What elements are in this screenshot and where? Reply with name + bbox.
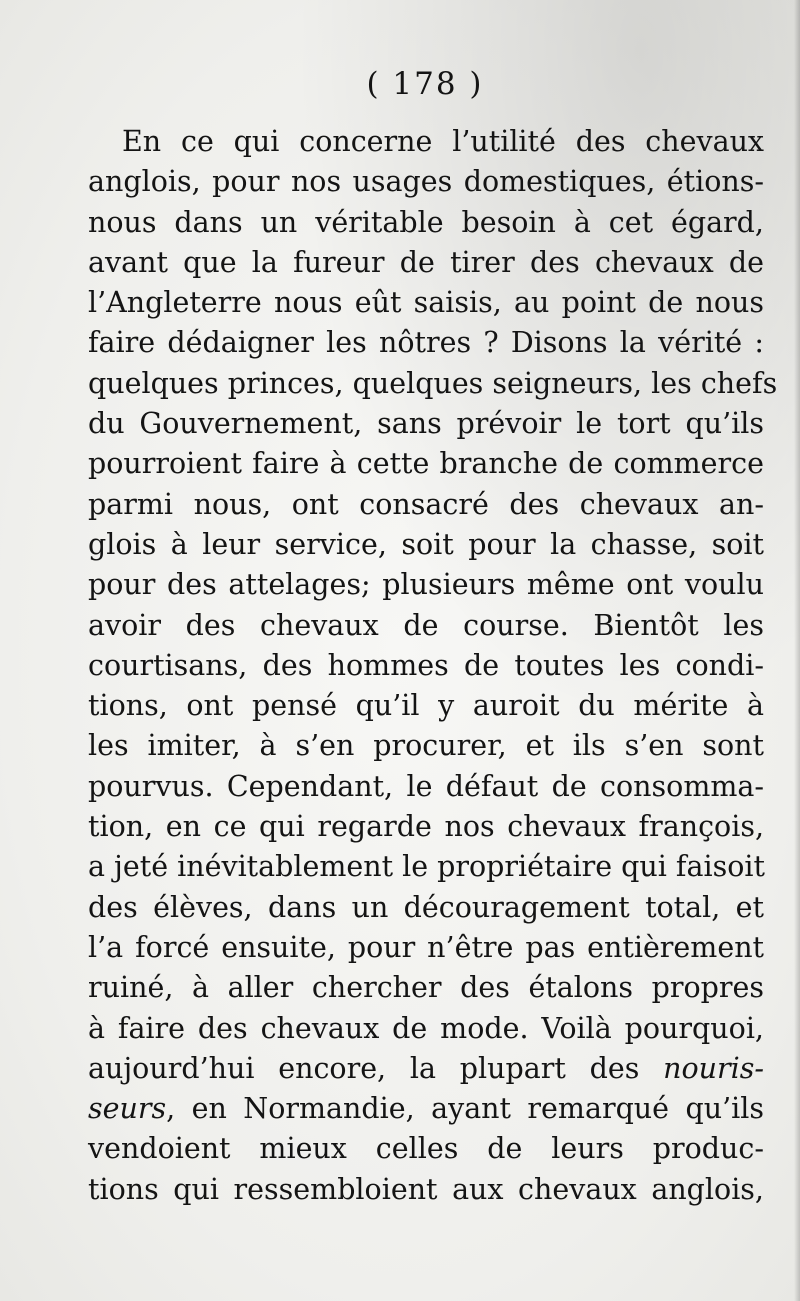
text-line: avoir des chevaux de course. Bientôt les xyxy=(88,608,764,642)
text-line: pourvus. Cependant, le défaut de consomma- xyxy=(88,769,764,803)
text-line: avant que la fureur de tirer des chevaux de xyxy=(88,245,764,279)
italic-word: nouris- xyxy=(663,1051,764,1085)
text-line: courtisans, des hommes de toutes les condi- xyxy=(88,648,764,682)
text-line: pour des attelages; plusieurs même ont voulu xyxy=(88,568,764,602)
text-line: quelques princes, quelques seigneurs, les chefs xyxy=(88,366,778,400)
text-line: En ce qui concerne l’utilité des chevaux xyxy=(122,125,764,158)
text-line: a jeté inévitablement le propriétaire qui faisoit xyxy=(88,850,765,884)
text-line: tion, en ce qui regarde nos chevaux françois, xyxy=(88,810,764,844)
text-line: les imiter, à s’en procurer, et ils s’en sont xyxy=(88,729,764,763)
text-line: du Gouvernement, sans prévoir le tort qu’ils xyxy=(88,407,764,441)
text-line-with-italic xyxy=(88,1089,764,1129)
text-line: l’a forcé ensuite, pour n’être pas entièrement xyxy=(88,930,764,964)
text-line: des élèves, dans un découragement total, et xyxy=(88,890,764,924)
text-line: tions, ont pensé qu’il y auroit du mérite à xyxy=(88,689,764,723)
text-line: faire dédaigner les nôtres ? Disons la vérité : xyxy=(88,326,764,360)
italic-word: seurs xyxy=(88,1092,167,1126)
text-line: à faire des chevaux de mode. Voilà pourquoi, xyxy=(88,1011,764,1045)
text-line: tions qui ressembloient aux chevaux anglois, xyxy=(88,1172,764,1206)
text-line: anglois, pour nos usages domestiques, étions- xyxy=(88,165,764,199)
text-line-with-italic xyxy=(88,1049,764,1089)
text-segment: , en Normandie, ayant remarqué qu’ils xyxy=(166,1092,764,1126)
page-number: ( 178 ) xyxy=(366,66,484,102)
text-line: glois à leur service, soit pour la chasse, soit xyxy=(88,527,764,561)
page-edge-shadow xyxy=(794,0,800,1301)
text-line: ruiné, à aller chercher des étalons propres xyxy=(88,971,764,1005)
body-text xyxy=(88,122,778,1210)
text-line: pourroient faire à cette branche de commerce xyxy=(88,447,764,481)
text-line: vendoient mieux celles de leurs produc- xyxy=(88,1132,764,1166)
text-line: parmi nous, ont consacré des chevaux an- xyxy=(88,487,764,521)
text-line: l’Angleterre nous eût saisis, au point de nous xyxy=(88,286,764,320)
text-segment: aujourd’hui encore, la plupart des xyxy=(88,1051,640,1085)
text-line: nous dans un véritable besoin à cet égard, xyxy=(88,205,764,239)
